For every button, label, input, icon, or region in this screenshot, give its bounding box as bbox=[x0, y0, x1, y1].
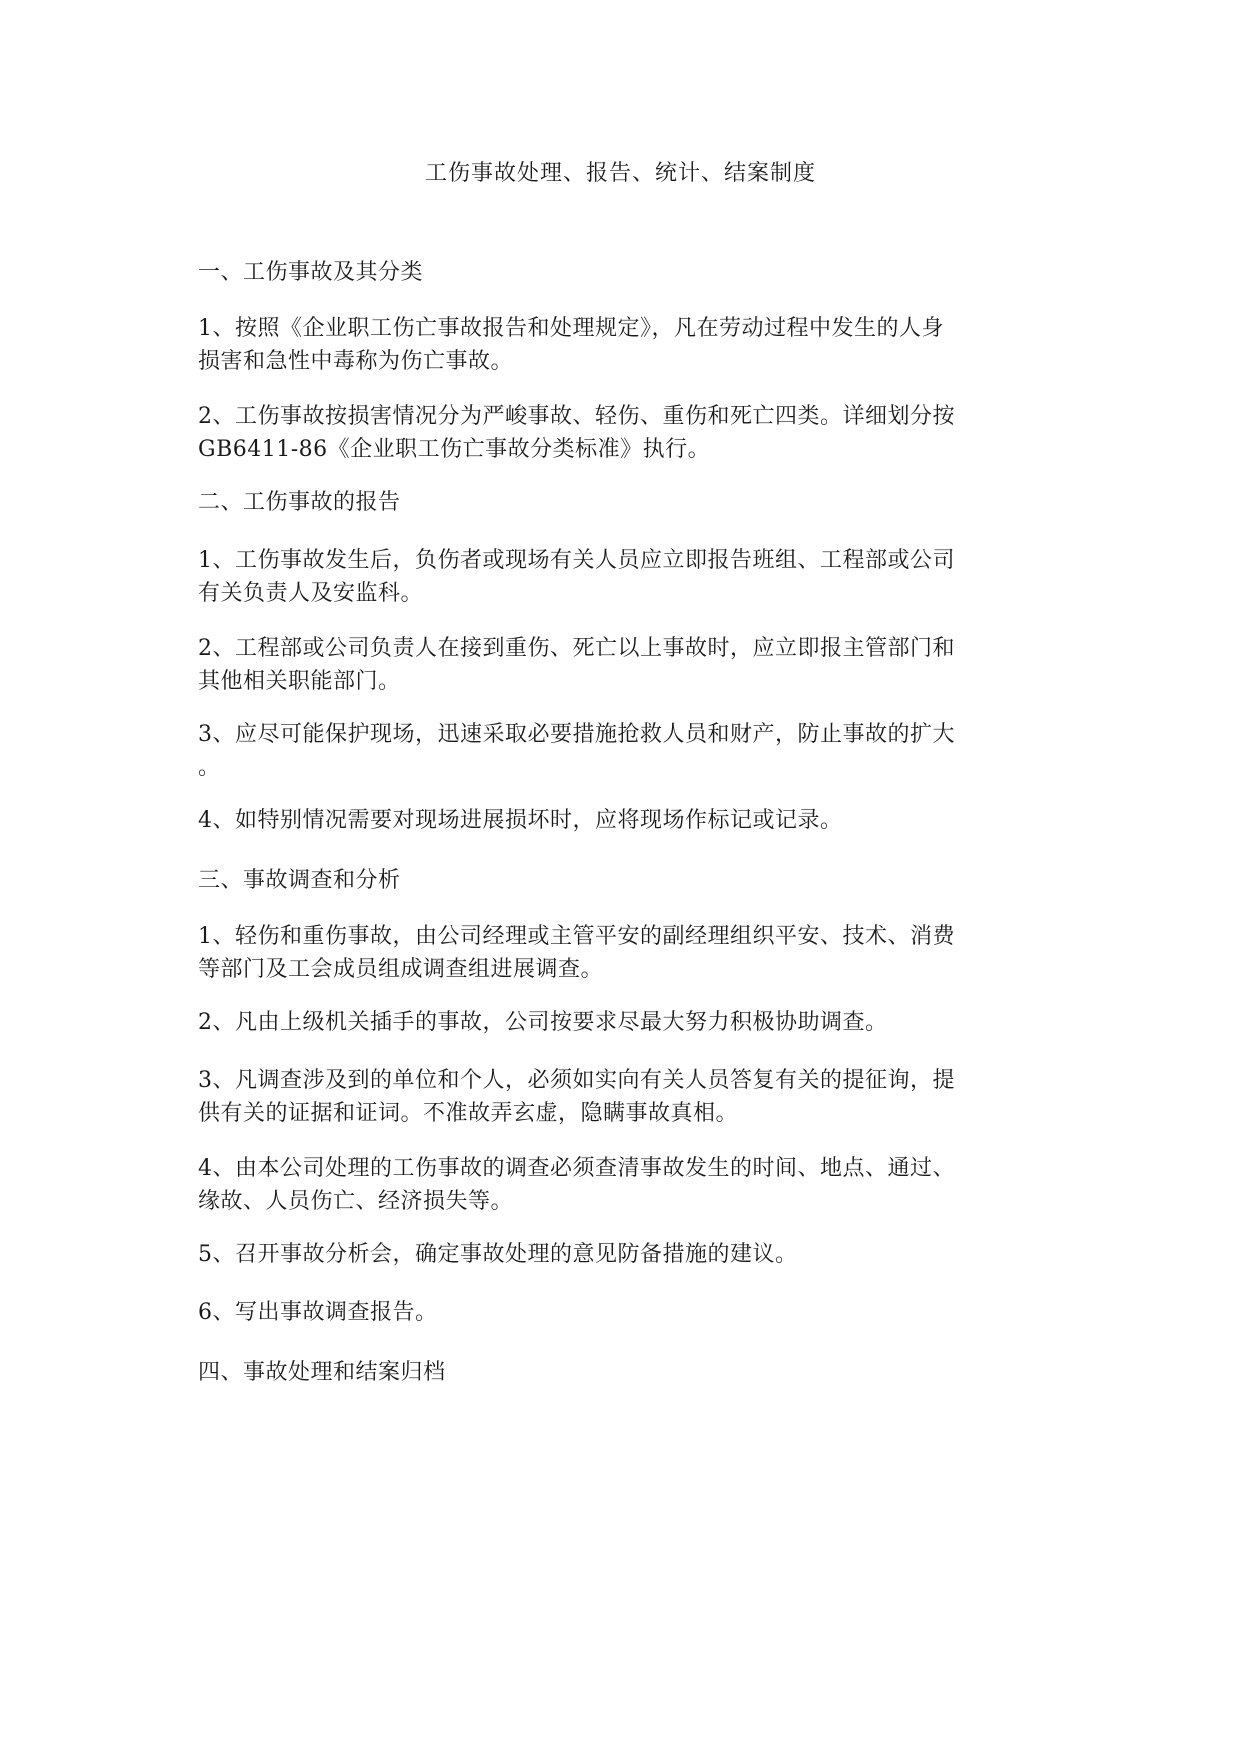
paragraph-line: 2、工伤事故按损害情况分为严峻事故、轻伤、重伤和死亡四类。详细划分按 bbox=[198, 404, 955, 429]
paragraph-1-2 bbox=[198, 400, 1048, 466]
section-heading-1: 一、工伤事故及其分类 bbox=[198, 260, 424, 285]
paragraph-line: 1、工伤事故发生后，负伤者或现场有关人员应立即报告班组、工程部或公司 bbox=[198, 548, 955, 573]
paragraph-3-3 bbox=[198, 1064, 1048, 1130]
paragraph-line: 1、轻伤和重伤事故，由公司经理或主管平安的副经理组织平安、技术、消费 bbox=[198, 924, 955, 949]
paragraph-line: 供有关的证据和证词。不准故弄玄虚，隐瞒事故真相。 bbox=[198, 1101, 739, 1126]
paragraph-3-4 bbox=[198, 1152, 1048, 1218]
paragraph-3-1 bbox=[198, 920, 1048, 986]
paragraph-line: 1、按照《企业职工伤亡事故报告和处理规定》，凡在劳动过程中发生的人身 bbox=[198, 316, 944, 341]
paragraph-line: 4、如特别情况需要对现场进展损坏时，应将现场作标记或记录。 bbox=[198, 808, 843, 833]
paragraph-line: 3、应尽可能保护现场，迅速采取必要措施抢救人员和财产，防止事故的扩大 bbox=[198, 722, 955, 747]
section-heading-3: 三、事故调查和分析 bbox=[198, 868, 401, 893]
paragraph-line: 2、凡由上级机关插手的事故，公司按要求尽最大努力积极协助调查。 bbox=[198, 1010, 888, 1035]
paragraph-line: 有关负责人及安监科。 bbox=[198, 581, 424, 606]
section-heading-2: 二、工伤事故的报告 bbox=[198, 490, 401, 515]
paragraph-line: 5、召开事故分析会，确定事故处理的意见防备措施的建议。 bbox=[198, 1242, 798, 1267]
paragraph-2-3 bbox=[198, 718, 1048, 784]
paragraph-line: 其他相关职能部门。 bbox=[198, 669, 401, 694]
paragraph-2-1 bbox=[198, 544, 1048, 610]
paragraph-line: 等部门及工会成员组成调查组进展调查。 bbox=[198, 957, 604, 982]
section-heading-4: 四、事故处理和结案归档 bbox=[198, 1360, 446, 1385]
paragraph-line: 损害和急性中毒称为伤亡事故。 bbox=[198, 349, 514, 374]
paragraph-line: 6、写出事故调查报告。 bbox=[198, 1300, 438, 1325]
paragraph-line: 2、工程部或公司负责人在接到重伤、死亡以上事故时，应立即报主管部门和 bbox=[198, 636, 955, 661]
paragraph-2-2 bbox=[198, 632, 1048, 698]
paragraph-line: 。 bbox=[198, 755, 221, 780]
document-title: 工伤事故处理、报告、统计、结案制度 bbox=[424, 161, 816, 186]
paragraph-3-2 bbox=[198, 1006, 1048, 1039]
paragraph-line: 3、凡调查涉及到的单位和个人，必须如实向有关人员答复有关的提征询，提 bbox=[198, 1068, 955, 1093]
paragraph-2-4 bbox=[198, 804, 1048, 837]
paragraph-line: 缘故、人员伤亡、经济损失等。 bbox=[198, 1189, 514, 1214]
paragraph-3-6 bbox=[198, 1296, 1048, 1329]
paragraph-line: GB6411-86《企业职工伤亡事故分类标准》执行。 bbox=[198, 437, 711, 462]
paragraph-line: 4、由本公司处理的工伤事故的调查必须查清事故发生的时间、地点、通过、 bbox=[198, 1156, 955, 1181]
paragraph-3-5 bbox=[198, 1238, 1048, 1271]
paragraph-1-1 bbox=[198, 312, 1048, 378]
